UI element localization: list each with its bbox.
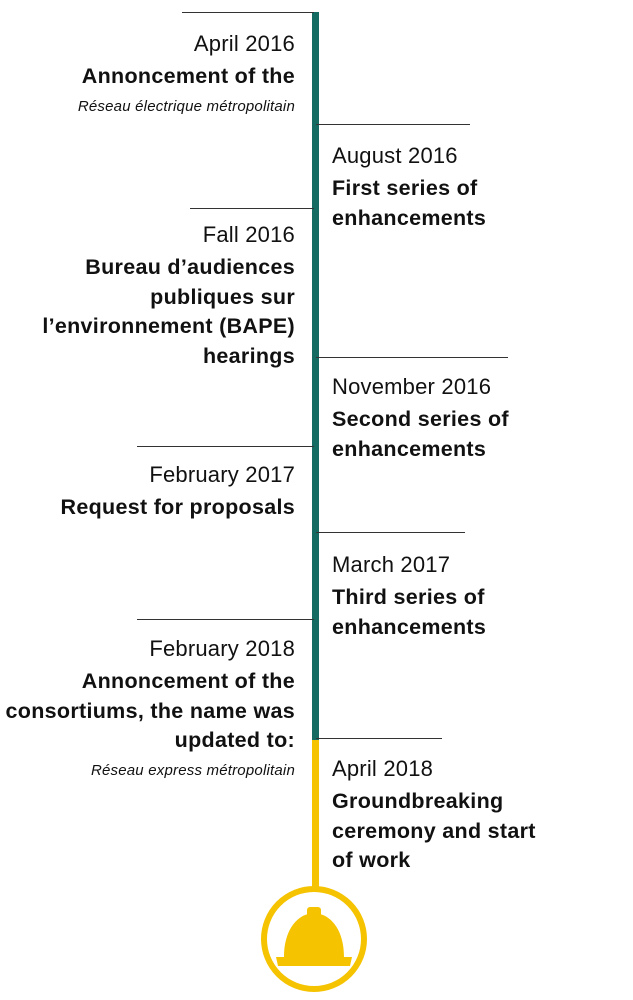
- tick-line: [190, 208, 314, 209]
- timeline-event: [332, 756, 552, 876]
- event-title: Request for proposals: [60, 495, 295, 520]
- event-title: Second series of enhancements: [332, 407, 509, 461]
- timeline-event: [332, 143, 532, 233]
- tick-line: [182, 12, 314, 13]
- tick-line: [316, 738, 442, 739]
- hard-hat-icon: [258, 885, 370, 995]
- timeline-event: [332, 552, 532, 642]
- timeline-event: [5, 222, 295, 371]
- event-date: April 2016: [193, 31, 295, 56]
- event-title: Annoncement of the: [81, 64, 295, 89]
- event-date: February 2018: [149, 636, 295, 661]
- event-subtitle: Réseau express métropolitain: [90, 761, 295, 779]
- timeline-event: [5, 636, 295, 780]
- event-date: August 2016: [332, 143, 458, 168]
- event-date: Fall 2016: [202, 222, 295, 247]
- event-date: November 2016: [332, 374, 492, 399]
- tick-line: [316, 532, 465, 533]
- timeline-rail-accent: [312, 740, 319, 888]
- timeline-event: [0, 462, 295, 523]
- event-date: March 2017: [332, 552, 451, 577]
- timeline-rail-primary: [312, 12, 319, 740]
- event-title: Third series of enhancements: [332, 585, 487, 639]
- tick-line: [316, 357, 508, 358]
- timeline-event: [332, 374, 562, 464]
- event-title: Annoncement of the consortiums, the name was updated to:: [5, 669, 295, 753]
- event-title: Bureau d’audiences publiques sur l’environnement (BAPE) hearings: [42, 255, 295, 368]
- tick-line: [137, 446, 314, 447]
- tick-line: [316, 124, 470, 125]
- event-date: April 2018: [332, 756, 434, 781]
- event-date: February 2017: [149, 462, 295, 487]
- event-title: First series of enhancements: [332, 176, 487, 230]
- tick-line: [137, 619, 314, 620]
- timeline-event: [0, 31, 295, 116]
- event-title: Groundbreaking ceremony and start of work: [332, 789, 536, 873]
- event-subtitle: Réseau électrique métropolitain: [77, 97, 295, 115]
